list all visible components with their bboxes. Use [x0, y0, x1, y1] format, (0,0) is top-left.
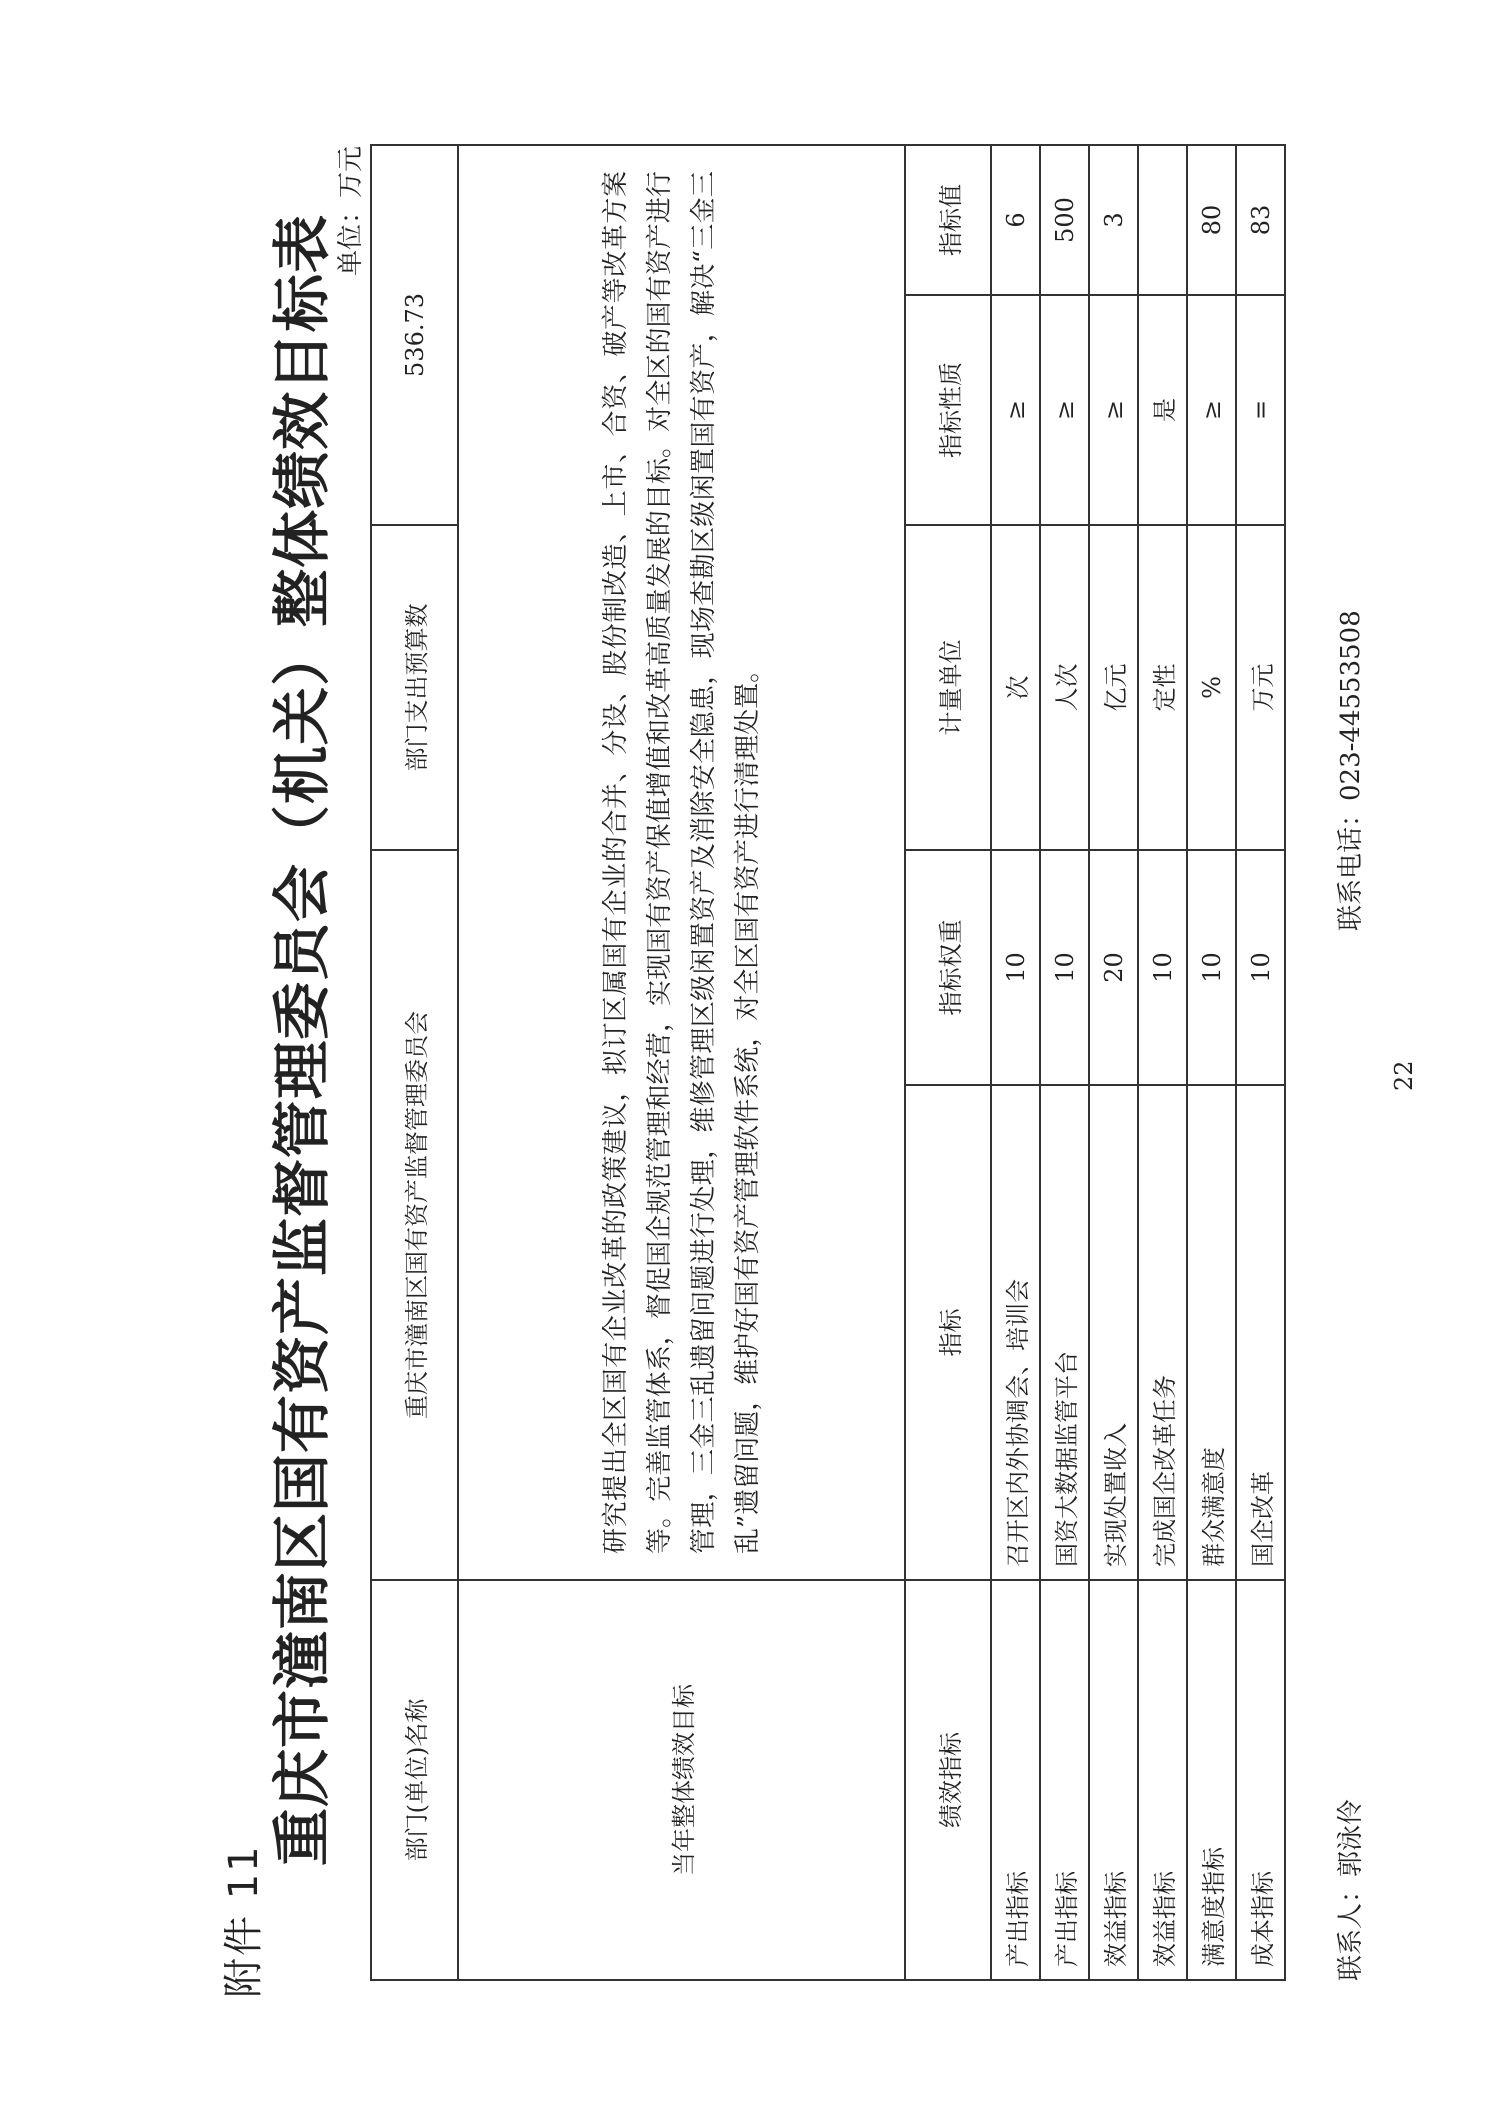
row-nature: ≥: [1089, 295, 1138, 525]
contact-person: 联系人：郭泳伶: [1336, 1798, 1366, 1981]
budget-value: 536.73: [371, 145, 458, 525]
dept-row: [371, 145, 458, 1980]
row-category: 效益指标: [1138, 1580, 1187, 1980]
row-weight: 10: [991, 850, 1040, 1085]
attachment-label: 附件 11: [221, 1844, 267, 1998]
row-weight: 10: [1236, 850, 1285, 1085]
table-row: [1089, 145, 1138, 1980]
row-category: 产出指标: [1040, 1580, 1089, 1980]
table-row: [1187, 145, 1236, 1980]
row-category: 效益指标: [1089, 1580, 1138, 1980]
row-weight: 10: [1187, 850, 1236, 1085]
budget-label: 部门支出预算数: [371, 525, 458, 850]
row-category: 满意度指标: [1187, 1580, 1236, 1980]
header-row: [905, 145, 991, 1980]
row-weight: 20: [1089, 850, 1138, 1085]
row-indicator: 群众满意度: [1187, 1085, 1236, 1580]
row-measure: 定性: [1138, 525, 1187, 850]
header-indicator: 指标: [905, 1085, 991, 1580]
header-weight: 指标权重: [905, 850, 991, 1085]
row-value: 80: [1187, 145, 1236, 295]
row-nature: ≥: [991, 295, 1040, 525]
row-nature: =: [1236, 295, 1285, 525]
row-indicator: 召开区内外协调会、培训会: [991, 1085, 1040, 1580]
target-row: [458, 145, 905, 1980]
target-label: 当年整体绩效目标: [458, 1580, 905, 1980]
row-value: 500: [1040, 145, 1089, 295]
header-measure: 计量单位: [905, 525, 991, 850]
row-indicator: 完成国企改革任务: [1138, 1085, 1187, 1580]
row-nature: ≥: [1187, 295, 1236, 525]
target-text: 研究提出全区国有企业改革的政策建议，拟订区属国有企业的合并、分设、股份制改造、上市、合资、破产等改革方案等。完善监管体系，督促国企规范管理和经营，实现国有资产保值增值和改革高质量发展的目标。对全区的国有资产进行管理，三金三乱遗留问题进行处理，维修管理区级闲置资产及消除安全隐患，现场查勘区级闲置国有资产，解决“三金三乱”遗留问题，维护好国有资产管理软件系统，对全区国有资产进行清理处置。: [458, 145, 905, 1580]
row-indicator: 国企改革: [1236, 1085, 1285, 1580]
row-weight: 10: [1040, 850, 1089, 1085]
row-value: [1138, 145, 1187, 295]
row-measure: 万元: [1236, 525, 1285, 850]
header-nature: 指标性质: [905, 295, 991, 525]
table-row: [1236, 145, 1285, 1980]
row-indicator: 实现处置收入: [1089, 1085, 1138, 1580]
row-measure: 人次: [1040, 525, 1089, 850]
header-perf: 绩效指标: [905, 1580, 991, 1980]
row-nature: 是: [1138, 295, 1187, 525]
table-row: [1040, 145, 1089, 1980]
page-title: 重庆市潼南区国有资产监督管理委员会（机关）整体绩效目标表: [268, 213, 336, 1866]
row-nature: ≥: [1040, 295, 1089, 525]
page-number: 22: [1390, 1060, 1418, 1091]
row-value: 83: [1236, 145, 1285, 295]
row-measure: 次: [991, 525, 1040, 850]
dept-name-value: 重庆市潼南区国有资产监督管理委员会: [371, 850, 458, 1580]
row-measure: 亿元: [1089, 525, 1138, 850]
table-row: [991, 145, 1040, 1980]
row-weight: 10: [1138, 850, 1187, 1085]
header-value: 指标值: [905, 145, 991, 295]
table-row: [1138, 145, 1187, 1980]
performance-table: [370, 144, 1286, 1981]
row-value: 6: [991, 145, 1040, 295]
row-measure: %: [1187, 525, 1236, 850]
contact-phone: 联系电话：023-44553508: [1336, 610, 1366, 931]
row-indicator: 国资大数据监管平台: [1040, 1085, 1089, 1580]
unit-label: 单位：万元: [336, 145, 366, 276]
row-category: 成本指标: [1236, 1580, 1285, 1980]
dept-name-label: 部门(单位)名称: [371, 1580, 458, 1980]
row-category: 产出指标: [991, 1580, 1040, 1980]
row-value: 3: [1089, 145, 1138, 295]
